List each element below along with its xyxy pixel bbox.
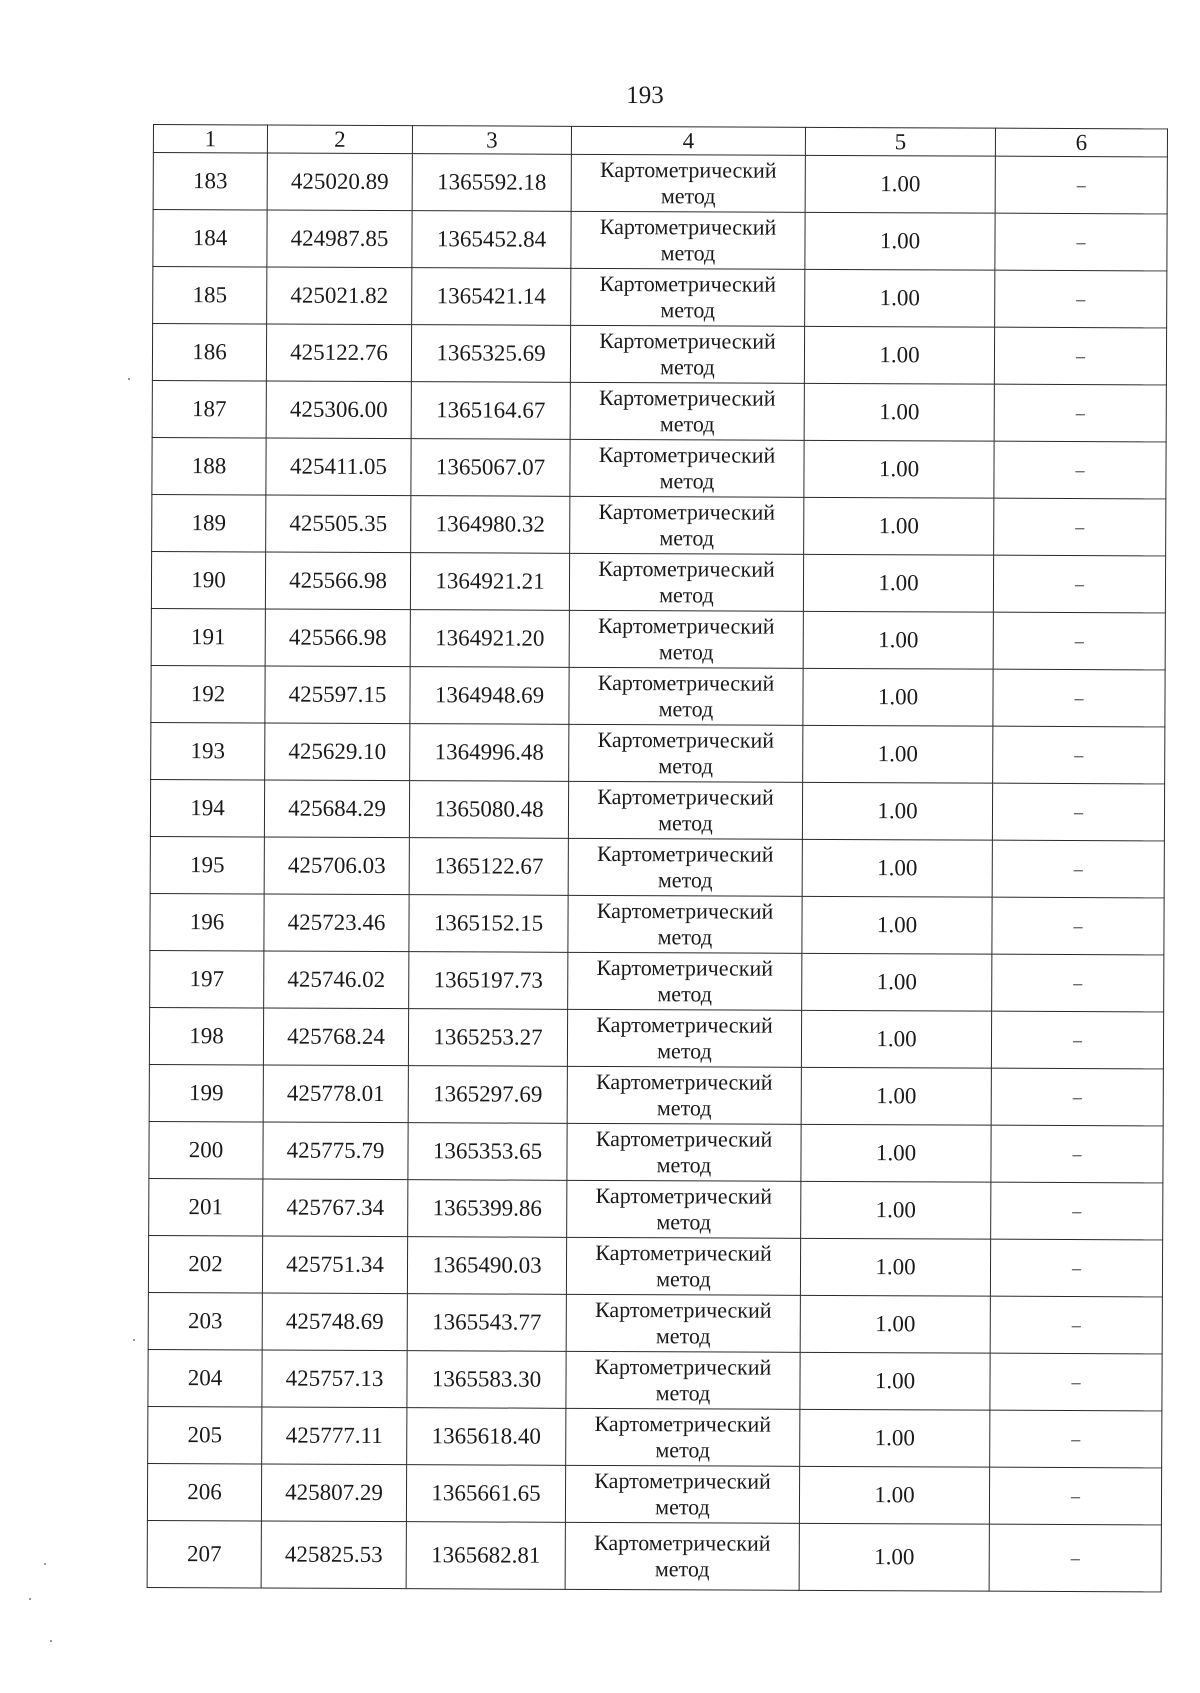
y-coordinate-cell: 1364996.48 [410, 724, 569, 782]
scan-speck [128, 378, 130, 380]
method-line-1: Картометрический [599, 327, 776, 354]
accuracy-cell: 1.00 [803, 611, 993, 669]
point-number-cell: 202 [148, 1235, 262, 1292]
method-line-1: Картометрический [600, 156, 777, 183]
table-row [149, 1178, 1163, 1239]
method-line-2: метод [657, 924, 713, 950]
method-line-2: метод [660, 240, 716, 266]
accuracy-cell: 1.00 [805, 269, 995, 327]
method-line-1: Картометрический [598, 441, 776, 468]
point-number-cell: 190 [151, 551, 265, 608]
method-cell [565, 1465, 799, 1523]
accuracy-cell: 1.00 [805, 212, 995, 270]
method-cell [566, 1294, 800, 1352]
table-row [151, 722, 1165, 783]
accuracy-cell: 1.00 [803, 725, 993, 783]
table-row [149, 1121, 1163, 1182]
y-coordinate-cell: 1365592.18 [412, 154, 571, 212]
table-row [152, 324, 1166, 385]
note-cell: – [994, 327, 1166, 385]
method-line-1: Картометрический [595, 1239, 772, 1266]
point-number-cell: 205 [148, 1406, 262, 1463]
point-number-cell: 196 [150, 893, 264, 950]
accuracy-cell: 1.00 [800, 1409, 990, 1467]
note-cell: – [994, 384, 1166, 442]
point-number-cell: 201 [149, 1178, 263, 1235]
y-coordinate-cell: 1365543.77 [407, 1294, 566, 1352]
method-cell [567, 1180, 801, 1238]
accuracy-cell: 1.00 [802, 896, 992, 954]
x-coordinate-cell: 424987.85 [267, 210, 412, 268]
method-line-2: метод [659, 468, 715, 494]
note-cell: – [992, 783, 1164, 841]
point-number-cell: 204 [148, 1349, 262, 1406]
method-cell [569, 667, 803, 725]
y-coordinate-cell: 1364948.69 [410, 667, 569, 725]
point-number-cell: 203 [148, 1292, 262, 1349]
point-number-cell: 186 [152, 324, 266, 381]
method-cell [570, 382, 804, 440]
method-line-2: метод [655, 1494, 710, 1520]
y-coordinate-cell: 1365583.30 [407, 1351, 566, 1409]
table-row [150, 836, 1164, 897]
note-cell: – [992, 840, 1164, 898]
method-cell [570, 325, 804, 383]
column-header-5: 5 [805, 127, 995, 156]
method-line-2: метод [660, 297, 716, 323]
note-cell: – [995, 213, 1167, 271]
point-number-cell: 185 [153, 267, 267, 324]
accuracy-cell: 1.00 [801, 1124, 991, 1182]
table-row [147, 1463, 1161, 1524]
accuracy-cell: 1.00 [805, 155, 995, 213]
method-line-1: Картометрический [594, 1529, 771, 1556]
y-coordinate-cell: 1365197.73 [409, 952, 568, 1010]
x-coordinate-cell: 425597.15 [265, 666, 410, 724]
x-coordinate-cell: 425807.29 [261, 1464, 406, 1522]
method-line-2: метод [658, 639, 714, 665]
accuracy-cell: 1.00 [800, 1352, 990, 1410]
table-row [152, 437, 1166, 498]
point-number-cell: 184 [153, 210, 267, 267]
accuracy-cell: 1.00 [799, 1466, 989, 1524]
note-cell: – [989, 1524, 1161, 1592]
point-number-cell: 200 [149, 1121, 263, 1178]
method-cell [569, 553, 803, 611]
x-coordinate-cell: 425306.00 [266, 381, 411, 439]
x-coordinate-cell: 425746.02 [264, 951, 409, 1009]
method-line-1: Картометрический [597, 783, 774, 810]
table-row [150, 950, 1164, 1011]
y-coordinate-cell: 1364921.21 [410, 553, 569, 611]
point-number-cell: 199 [149, 1064, 263, 1121]
column-header-2: 2 [267, 125, 412, 154]
method-cell [566, 1351, 800, 1409]
method-cell [568, 895, 802, 953]
accuracy-cell: 1.00 [801, 1010, 991, 1068]
method-line-1: Картометрический [594, 1467, 771, 1494]
point-number-cell: 207 [147, 1520, 261, 1587]
method-line-2: метод [654, 1556, 710, 1582]
y-coordinate-cell: 1365325.69 [411, 325, 570, 383]
table-row [148, 1235, 1162, 1296]
accuracy-cell: 1.00 [803, 554, 993, 612]
method-line-1: Картометрический [598, 612, 775, 639]
x-coordinate-cell: 425751.34 [262, 1236, 407, 1294]
point-number-cell: 187 [152, 380, 266, 437]
point-number-cell: 189 [152, 494, 266, 551]
method-line-1: Картометрический [595, 1182, 773, 1209]
method-cell [569, 610, 803, 668]
x-coordinate-cell: 425566.98 [265, 552, 410, 610]
accuracy-cell: 1.00 [804, 383, 994, 441]
method-cell [566, 1237, 800, 1295]
accuracy-cell: 1.00 [801, 1181, 991, 1239]
method-line-1: Картометрический [597, 726, 775, 753]
table-row [151, 608, 1165, 669]
note-cell: – [995, 270, 1167, 328]
method-line-2: метод [657, 981, 713, 1007]
column-header-1: 1 [153, 125, 267, 153]
note-cell: – [994, 498, 1166, 556]
method-cell [568, 838, 802, 896]
note-cell: – [991, 1068, 1163, 1126]
x-coordinate-cell: 425757.13 [262, 1350, 407, 1408]
table-row [148, 1406, 1162, 1467]
table-row [153, 153, 1167, 214]
method-line-2: метод [658, 753, 714, 779]
accuracy-cell: 1.00 [800, 1238, 990, 1296]
column-header-6: 6 [995, 128, 1167, 157]
accuracy-cell: 1.00 [800, 1295, 990, 1353]
method-line-1: Картометрический [598, 555, 775, 582]
method-line-1: Картометрический [597, 840, 774, 867]
y-coordinate-cell: 1365080.48 [409, 781, 568, 839]
accuracy-cell: 1.00 [802, 953, 992, 1011]
method-line-2: метод [655, 1323, 711, 1349]
y-coordinate-cell: 1365164.67 [411, 382, 570, 440]
method-cell [569, 724, 803, 782]
x-coordinate-cell: 425021.82 [267, 267, 412, 325]
method-line-2: метод [660, 354, 715, 380]
table-row [148, 1349, 1162, 1410]
accuracy-cell: 1.00 [804, 326, 994, 384]
method-cell [571, 154, 805, 212]
table-row [150, 893, 1164, 954]
method-line-2: метод [657, 1038, 712, 1064]
x-coordinate-cell: 425775.79 [263, 1122, 408, 1180]
y-coordinate-cell: 1364980.32 [411, 496, 570, 554]
y-coordinate-cell: 1365122.67 [409, 838, 568, 896]
method-line-1: Картометрический [596, 1011, 773, 1038]
scan-speck [44, 1563, 46, 1565]
accuracy-cell: 1.00 [799, 1523, 989, 1591]
accuracy-cell: 1.00 [802, 782, 992, 840]
y-coordinate-cell: 1365297.69 [408, 1066, 567, 1124]
table-row [153, 267, 1167, 328]
method-cell [570, 496, 804, 554]
point-number-cell: 193 [151, 722, 265, 779]
x-coordinate-cell: 425777.11 [262, 1407, 407, 1465]
column-header-3: 3 [412, 126, 571, 155]
method-line-2: метод [659, 525, 715, 551]
accuracy-cell: 1.00 [801, 1067, 991, 1125]
x-coordinate-cell: 425566.98 [265, 609, 410, 667]
x-coordinate-cell: 425778.01 [263, 1065, 408, 1123]
note-cell: – [991, 1011, 1163, 1069]
note-cell: – [990, 1296, 1162, 1354]
table-row [147, 1520, 1161, 1591]
x-coordinate-cell: 425723.46 [264, 894, 409, 952]
method-line-2: метод [655, 1380, 711, 1406]
table-row [151, 551, 1165, 612]
y-coordinate-cell: 1365490.03 [407, 1237, 566, 1295]
table-row [149, 1007, 1163, 1068]
y-coordinate-cell: 1365421.14 [412, 268, 571, 326]
y-coordinate-cell: 1365618.40 [407, 1408, 566, 1466]
x-coordinate-cell: 425411.05 [266, 438, 411, 496]
note-cell: – [994, 441, 1166, 499]
method-line-1: Картометрический [599, 213, 777, 240]
method-line-2: метод [656, 1095, 712, 1121]
note-cell: – [991, 1182, 1163, 1240]
method-line-2: метод [656, 1266, 711, 1292]
note-cell: – [995, 156, 1167, 214]
method-line-1: Картометрический [596, 897, 774, 924]
method-line-1: Картометрический [599, 270, 777, 297]
note-cell: – [993, 726, 1165, 784]
note-cell: – [992, 954, 1164, 1012]
y-coordinate-cell: 1364921.20 [410, 610, 569, 668]
accuracy-cell: 1.00 [802, 839, 992, 897]
method-cell [568, 952, 802, 1010]
method-cell [570, 439, 804, 497]
accuracy-cell: 1.00 [804, 440, 994, 498]
point-number-cell: 191 [151, 608, 265, 665]
table-header [153, 125, 1167, 157]
method-line-2: метод [656, 1152, 712, 1178]
table-body [147, 153, 1167, 1592]
y-coordinate-cell: 1365682.81 [406, 1522, 565, 1590]
method-cell [567, 1066, 801, 1124]
x-coordinate-cell: 425122.76 [266, 324, 411, 382]
point-number-cell: 206 [147, 1463, 261, 1520]
method-line-1: Картометрический [596, 954, 774, 981]
table-row [148, 1292, 1162, 1353]
note-cell: – [993, 669, 1165, 727]
accuracy-cell: 1.00 [803, 668, 993, 726]
note-cell: – [992, 897, 1164, 955]
method-line-1: Картометрический [596, 1068, 773, 1095]
x-coordinate-cell: 425825.53 [261, 1521, 406, 1589]
note-cell: – [991, 1125, 1163, 1183]
scan-speck [29, 1598, 31, 1600]
x-coordinate-cell: 425684.29 [264, 780, 409, 838]
table-row [150, 779, 1164, 840]
method-line-1: Картометрический [597, 669, 775, 696]
column-header-4: 4 [571, 126, 805, 155]
method-line-2: метод [659, 582, 714, 608]
coordinates-table [147, 124, 1168, 1592]
method-cell [568, 781, 802, 839]
method-line-2: метод [658, 696, 714, 722]
method-cell [571, 268, 805, 326]
x-coordinate-cell: 425629.10 [265, 723, 410, 781]
point-number-cell: 183 [153, 153, 267, 210]
y-coordinate-cell: 1365152.15 [409, 895, 568, 953]
point-number-cell: 198 [149, 1007, 263, 1064]
x-coordinate-cell: 425768.24 [263, 1008, 408, 1066]
accuracy-cell: 1.00 [804, 497, 994, 555]
note-cell: – [990, 1239, 1162, 1297]
method-line-1: Картометрический [594, 1410, 772, 1437]
note-cell: – [990, 1353, 1162, 1411]
point-number-cell: 195 [150, 836, 264, 893]
method-cell [567, 1009, 801, 1067]
point-number-cell: 188 [152, 437, 266, 494]
note-cell: – [990, 1410, 1162, 1468]
method-line-1: Картометрический [594, 1353, 772, 1380]
table-row [149, 1064, 1163, 1125]
table-row [151, 665, 1165, 726]
method-line-2: метод [656, 1209, 712, 1235]
method-line-2: метод [658, 810, 713, 836]
y-coordinate-cell: 1365253.27 [408, 1009, 567, 1067]
header-row [153, 125, 1167, 157]
method-line-2: метод [657, 867, 713, 893]
note-cell: – [989, 1467, 1161, 1525]
method-line-1: Картометрический [595, 1125, 773, 1152]
point-number-cell: 192 [151, 665, 265, 722]
note-cell: – [993, 555, 1165, 613]
point-number-cell: 194 [150, 779, 264, 836]
page-number: 193 [626, 82, 664, 109]
x-coordinate-cell: 425706.03 [264, 837, 409, 895]
y-coordinate-cell: 1365353.65 [408, 1123, 567, 1181]
x-coordinate-cell: 425748.69 [262, 1293, 407, 1351]
note-cell: – [993, 612, 1165, 670]
method-line-2: метод [660, 183, 716, 209]
y-coordinate-cell: 1365452.84 [412, 211, 571, 269]
x-coordinate-cell: 425505.35 [266, 495, 411, 553]
point-number-cell: 197 [150, 950, 264, 1007]
y-coordinate-cell: 1365399.86 [408, 1180, 567, 1238]
y-coordinate-cell: 1365067.07 [411, 439, 570, 497]
table-row [153, 210, 1167, 271]
scan-speck [133, 1339, 135, 1341]
table-row [152, 494, 1166, 555]
method-line-1: Картометрический [599, 384, 776, 411]
scan-speck [50, 1640, 52, 1642]
method-cell [566, 1408, 800, 1466]
method-cell [567, 1123, 801, 1181]
method-line-2: метод [655, 1437, 711, 1463]
x-coordinate-cell: 425767.34 [263, 1179, 408, 1237]
method-cell [571, 211, 805, 269]
method-cell [565, 1522, 799, 1590]
y-coordinate-cell: 1365661.65 [406, 1465, 565, 1523]
method-line-2: метод [659, 411, 715, 437]
method-line-1: Картометрический [598, 498, 776, 525]
method-line-1: Картометрический [595, 1296, 772, 1323]
x-coordinate-cell: 425020.89 [267, 153, 412, 211]
table-row [152, 380, 1166, 441]
